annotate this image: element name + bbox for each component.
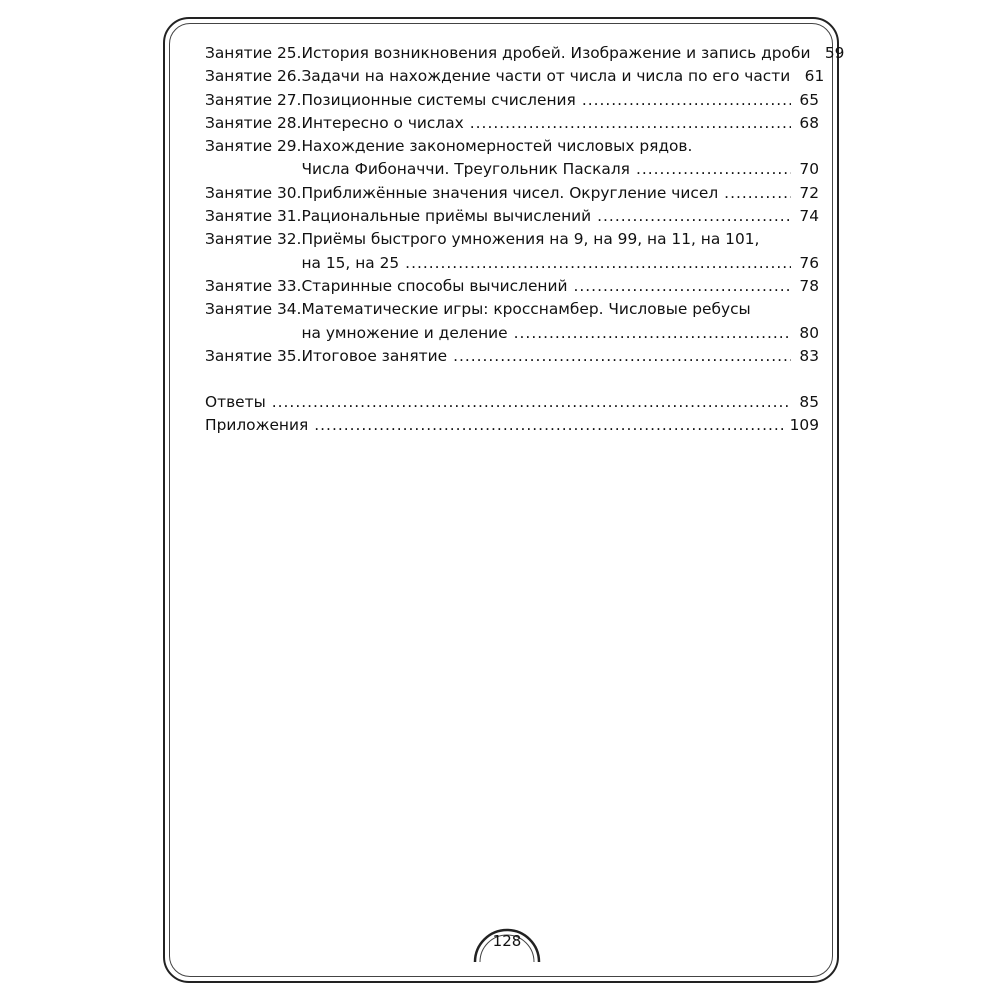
lesson-title-text: Нахождение закономерностей числовых рядов. bbox=[301, 137, 693, 156]
page-number-ref: 74 bbox=[799, 207, 819, 226]
toc-entry bbox=[205, 391, 819, 414]
lesson-title bbox=[301, 89, 819, 112]
table-of-contents bbox=[205, 42, 845, 438]
page-number-ref: 59 bbox=[824, 44, 845, 62]
dot-leader bbox=[514, 322, 791, 345]
lesson-title-text: на 15, на 25 bbox=[301, 253, 400, 272]
page-number-ref: 65 bbox=[799, 90, 819, 109]
page-number-ref: 68 bbox=[799, 113, 819, 132]
toc-entry bbox=[205, 345, 819, 368]
lesson-label: Занятие 29. bbox=[205, 137, 302, 156]
lesson-title-line bbox=[301, 89, 819, 112]
lesson-title-text: Позиционные системы счисления bbox=[301, 90, 576, 109]
lesson-title bbox=[301, 65, 825, 88]
lesson-title-text: История возникновения дробей. Изображение и запись дроби bbox=[301, 44, 811, 62]
lesson-title bbox=[301, 205, 819, 228]
lesson-title-text: Старинные способы вычислений bbox=[301, 276, 568, 295]
lesson-label: Занятие 34. bbox=[205, 300, 302, 319]
lesson-title bbox=[301, 345, 819, 368]
toc-entry bbox=[205, 65, 825, 88]
lesson-label: Занятие 27. bbox=[205, 90, 302, 109]
page-number-ref: 78 bbox=[799, 276, 819, 295]
page-number: 128 bbox=[492, 932, 522, 950]
lesson-title bbox=[301, 42, 845, 65]
lesson-title-line bbox=[301, 205, 819, 228]
lesson-label: Занятие 31. bbox=[205, 207, 302, 226]
lesson-title-text: Рациональные приёмы вычислений bbox=[301, 207, 592, 226]
page-number-ref: 85 bbox=[799, 393, 819, 412]
lesson-title-text: на умножение и деление bbox=[301, 323, 508, 342]
page-number-ref: 109 bbox=[789, 416, 819, 435]
toc-entry bbox=[205, 205, 819, 228]
dot-leader bbox=[724, 182, 791, 205]
lesson-title-text: Приближённые значения чисел. Округление чисел bbox=[301, 183, 719, 202]
page-number-ref: 83 bbox=[799, 346, 819, 365]
toc-entry bbox=[205, 182, 819, 205]
lesson-label: Занятие 26. bbox=[205, 67, 302, 86]
toc-entry bbox=[205, 275, 819, 298]
lesson-title-line bbox=[301, 65, 825, 88]
lesson-label: Занятие 35. bbox=[205, 346, 302, 365]
dot-leader bbox=[272, 391, 791, 414]
lesson-title-line bbox=[301, 252, 819, 275]
lesson-title bbox=[301, 135, 819, 182]
dot-leader bbox=[582, 89, 791, 112]
lesson-title-line bbox=[301, 112, 819, 135]
lesson-title bbox=[301, 228, 819, 275]
appendix-label: Ответы bbox=[205, 393, 266, 412]
page-number-ref: 76 bbox=[799, 253, 819, 272]
page-number-ref: 72 bbox=[799, 183, 819, 202]
lesson-title-text: Числа Фибоначчи. Треугольник Паскаля bbox=[301, 160, 630, 179]
lesson-label: Занятие 30. bbox=[205, 183, 302, 202]
lesson-title-line bbox=[301, 298, 819, 321]
lesson-label: Занятие 33. bbox=[205, 276, 302, 295]
toc-entry bbox=[205, 135, 819, 182]
lesson-title-line bbox=[301, 228, 819, 251]
lesson-title-text: Итоговое занятие bbox=[301, 346, 448, 365]
toc-entry bbox=[205, 89, 819, 112]
lesson-label: Занятие 32. bbox=[205, 230, 302, 249]
toc-entry bbox=[205, 112, 819, 135]
page-number-ref: 70 bbox=[799, 160, 819, 179]
dot-leader bbox=[574, 275, 792, 298]
lesson-title-line bbox=[301, 275, 819, 298]
dot-leader bbox=[314, 414, 783, 437]
dot-leader bbox=[453, 345, 791, 368]
lesson-title-text: Задачи на нахождение части от числа и числа по его части bbox=[301, 67, 791, 86]
lesson-title-text: Математические игры: кросснамбер. Числовые ребусы bbox=[301, 300, 751, 319]
lesson-title bbox=[301, 275, 819, 298]
lesson-title-line bbox=[301, 182, 819, 205]
lesson-title bbox=[301, 112, 819, 135]
section-gap bbox=[205, 368, 819, 391]
lesson-title-line bbox=[301, 135, 819, 158]
page-number-ref: 61 bbox=[804, 67, 825, 86]
dot-leader bbox=[597, 205, 791, 228]
lesson-title-line bbox=[301, 322, 819, 345]
lesson-title-text: Приёмы быстрого умножения на 9, на 99, на 11, на 101, bbox=[301, 230, 760, 249]
dot-leader bbox=[470, 112, 791, 135]
lesson-title bbox=[301, 182, 819, 205]
lesson-title-line bbox=[301, 42, 845, 65]
toc-entry bbox=[205, 42, 845, 65]
lesson-title bbox=[301, 298, 819, 345]
lesson-title-line bbox=[301, 158, 819, 181]
toc-entry bbox=[205, 298, 819, 345]
lesson-title-line bbox=[301, 345, 819, 368]
lesson-title-text: Интересно о числах bbox=[301, 113, 464, 132]
appendix-label: Приложения bbox=[205, 416, 309, 435]
lesson-label: Занятие 28. bbox=[205, 113, 302, 132]
toc-entry bbox=[205, 414, 819, 437]
toc-entry bbox=[205, 228, 819, 275]
lesson-label: Занятие 25. bbox=[205, 44, 302, 62]
page-number-ref: 80 bbox=[799, 323, 819, 342]
dot-leader bbox=[636, 158, 791, 181]
dot-leader bbox=[405, 252, 791, 275]
